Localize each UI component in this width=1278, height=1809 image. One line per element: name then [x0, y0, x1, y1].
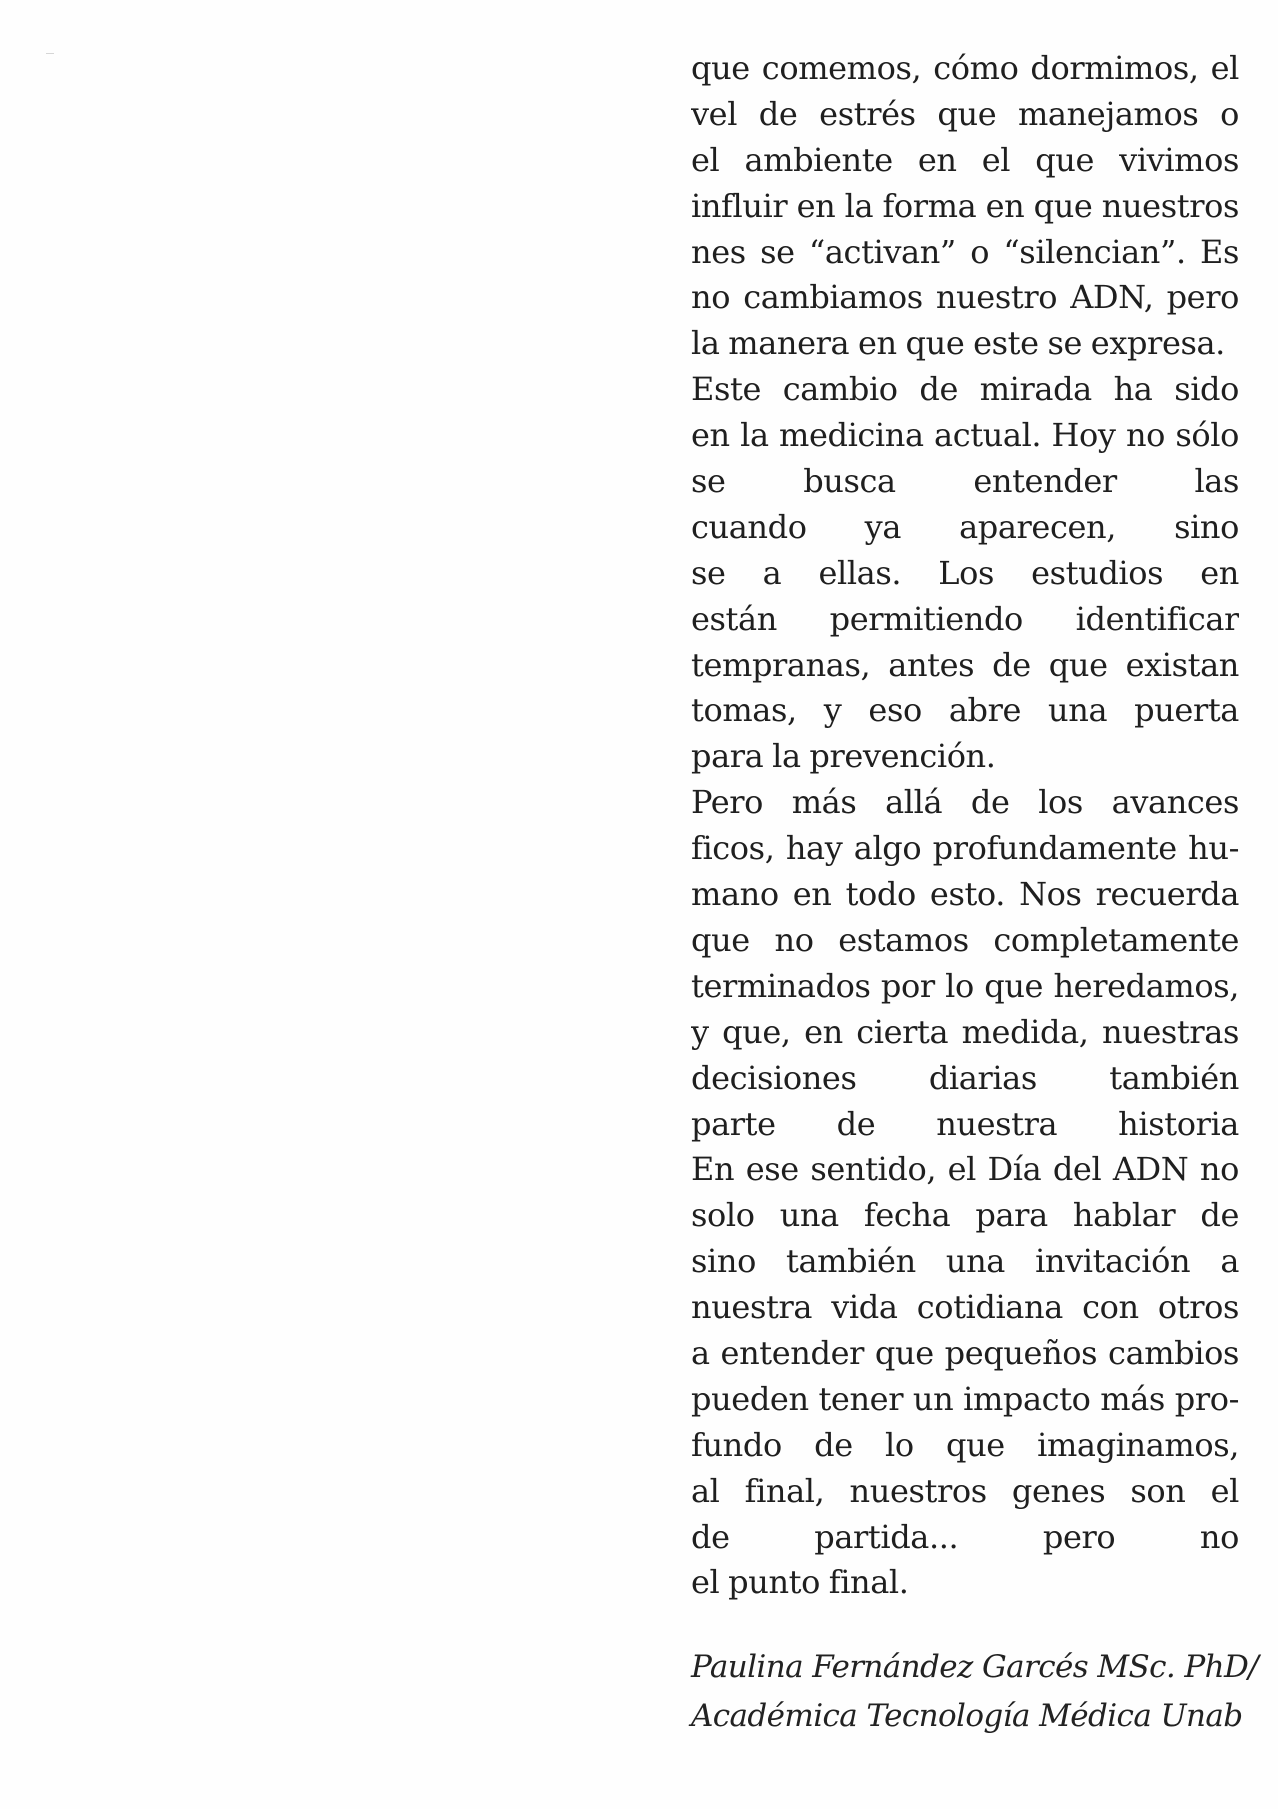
text-line: vel de estrés que manejamos o: [691, 94, 1239, 133]
author-signature: [691, 1643, 1259, 1741]
text-line: ficos, hay algo profundamente hu-: [691, 829, 1239, 868]
text-line: nes se “activan” o “silencian”. Es: [691, 232, 1239, 271]
text-line: solo una fecha para hablar de: [691, 1196, 1239, 1235]
text-line: influir en la forma en que nuestros: [691, 186, 1239, 225]
text-line: para la prevención.: [691, 737, 996, 776]
text-line: fundo de lo que imaginamos,: [691, 1425, 1239, 1464]
text-line: nuestra vida cotidiana con otros: [691, 1288, 1239, 1327]
text-line: al final, nuestros genes son el: [691, 1471, 1239, 1510]
text-line: se busca entender las: [691, 462, 1239, 501]
text-line: están permitiendo identificar: [691, 599, 1239, 638]
text-line: mano en todo esto. Nos recuerda: [691, 875, 1239, 914]
text-line: de partida... pero no: [691, 1517, 1239, 1556]
text-line: cuando ya aparecen, sino: [691, 507, 1239, 546]
text-line: tomas, y eso abre una puerta: [691, 691, 1239, 730]
text-line: terminados por lo que heredamos,: [691, 966, 1239, 1005]
text-line: tempranas, antes de que existan: [691, 645, 1239, 684]
text-line: el punto final.: [691, 1563, 909, 1602]
author-name-line: Paulina Fernández Garcés MSc. PhD/: [691, 1649, 1259, 1685]
text-line: se a ellas. Los estudios en: [691, 553, 1239, 592]
text-line: y que, en cierta medida, nuestras: [691, 1012, 1239, 1051]
text-line: decisiones diarias también: [691, 1058, 1239, 1097]
text-line: sino también una invitación a: [691, 1242, 1239, 1281]
text-line: el ambiente en el que vivimos: [691, 140, 1239, 179]
article-body: [691, 46, 1239, 1606]
scan-speck: [46, 53, 54, 54]
text-line: no cambiamos nuestro ADN, pero: [691, 278, 1239, 317]
text-line: a entender que pequeños cambios: [691, 1333, 1239, 1372]
paragraph-1: [691, 46, 1239, 367]
text-line: parte de nuestra historia: [691, 1104, 1239, 1143]
paragraph-3: [691, 780, 1239, 1606]
text-line: Este cambio de mirada ha sido: [691, 370, 1239, 409]
author-affiliation-line: Académica Tecnología Médica Unab: [691, 1698, 1243, 1734]
text-line: la manera en que este se expresa.: [691, 324, 1225, 363]
text-line: en la medicina actual. Hoy no sólo: [691, 416, 1239, 455]
text-line: que no estamos completamente: [691, 920, 1239, 959]
text-line: En ese sentido, el Día del ADN no: [691, 1150, 1239, 1189]
paragraph-2: [691, 367, 1239, 780]
text-line: que comemos, cómo dormimos, el: [691, 49, 1239, 87]
text-line: Pero más allá de los avances: [691, 783, 1239, 822]
text-line: pueden tener un impacto más pro-: [691, 1379, 1239, 1418]
